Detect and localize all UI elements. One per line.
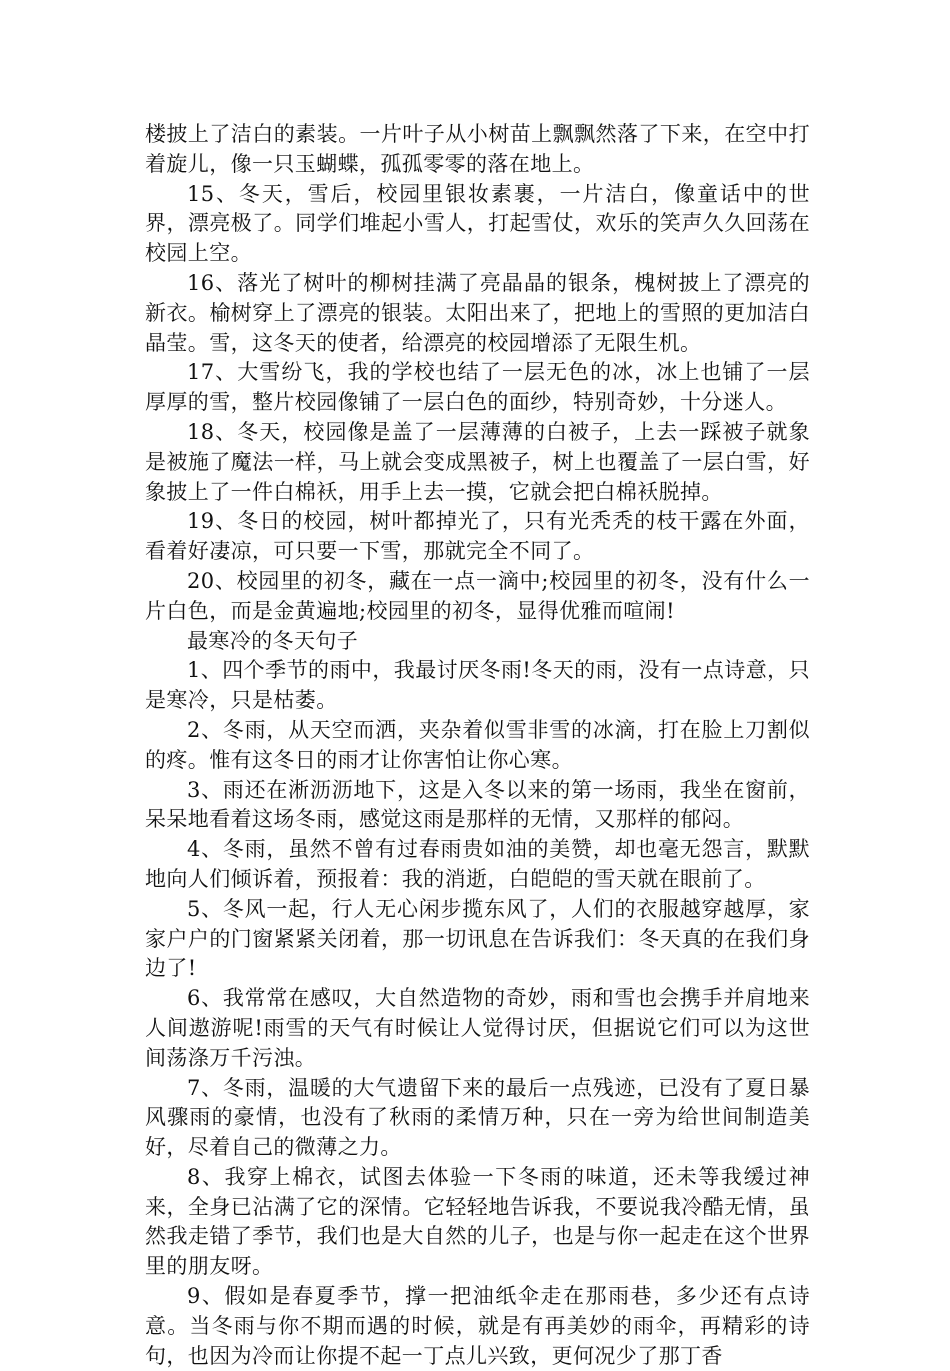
paragraph: 15、冬天，雪后，校园里银妆素裹，一片洁白，像童话中的世界，漂亮极了。同学们堆起小雪人，打起雪仗，欢乐的笑声久久回荡在校园上空。 (145, 181, 810, 266)
paragraph: 1、四个季节的雨中，我最讨厌冬雨!冬天的雨，没有一点诗意，只是寒冷，只是枯萎。 (145, 658, 810, 713)
paragraph: 4、冬雨，虽然不曾有过春雨贵如油的美赞，却也毫无怨言，默默地向人们倾诉着，预报着：我的消逝，白皑皑的雪天就在眼前了。 (145, 837, 810, 891)
paragraph: 楼披上了洁白的素装。一片叶子从小树苗上飘飘然落了下来，在空中打着旋儿，像一只玉蝴蝶，孤孤零零的落在地上。 (145, 122, 810, 176)
paragraph: 2、冬雨，从天空而洒，夹杂着似雪非雪的冰滴，打在脸上刀割似的疼。惟有这冬日的雨才让你害怕让你心寒。 (145, 717, 810, 772)
paragraph: 16、落光了树叶的柳树挂满了亮晶晶的银条，槐树披上了漂亮的新衣。榆树穿上了漂亮的银装。太阳出来了，把地上的雪照的更加洁白晶莹。雪，这冬天的使者，给漂亮的校园增添了无限生机。 (145, 270, 810, 355)
paragraph: 18、冬天，校园像是盖了一层薄薄的白被子，上去一踩被子就象是被施了魔法一样，马上就会变成黑被子，树上也覆盖了一层白雪，好象披上了一件白棉袄，用手上去一摸，它就会把白棉袄脱掉。 (145, 419, 810, 504)
paragraph: 8、我穿上棉衣，试图去体验一下冬雨的味道，还未等我缓过神来，全身已沾满了它的深情。它轻轻地告诉我，不要说我冷酷无情，虽然我走错了季节，我们也是大自然的儿子，也是与你一起走在这个世界里的朋友呀。 (145, 1164, 810, 1279)
section-heading: 最寒冷的冬天句子 (187, 628, 359, 653)
paragraph: 20、校园里的初冬，藏在一点一滴中;校园里的初冬，没有什么一片白色，而是金黄遍地;校园里的初冬，显得优雅而喧闹! (145, 568, 810, 623)
paragraph: 5、冬风一起，行人无心闲步揽东风了，人们的衣服越穿越厚，家家户户的门窗紧紧关闭着，那一切讯息在告诉我们：冬天真的在我们身边了! (145, 896, 810, 981)
paragraph: 3、雨还在淅沥沥地下，这是入冬以来的第一场雨，我坐在窗前，呆呆地看着这场冬雨，感觉这雨是那样的无情，又那样的郁闷。 (145, 777, 810, 832)
paragraph: 17、大雪纷飞，我的学校也结了一层无色的冰，冰上也铺了一层厚厚的雪，整片校园像铺了一层白色的面纱，特别奇妙，十分迷人。 (145, 360, 810, 415)
paragraph: 19、冬日的校园，树叶都掉光了，只有光秃秃的枝干露在外面，看着好凄凉，可只要一下雪，那就完全不同了。 (145, 509, 810, 564)
paragraph: 9、假如是春夏季节，撑一把油纸伞走在那雨巷，多少还有点诗意。当冬雨与你不期而遇的时候，就是有再美妙的雨伞，再精彩的诗句，也因为冷而让你提不起一丁点儿兴致，更何况少了那丁香 (145, 1284, 810, 1368)
paragraph: 6、我常常在感叹，大自然造物的奇妙，雨和雪也会携手并肩地来人间遨游呢!雨雪的天气有时候让人觉得讨厌，但据说它们可以为这世间荡涤万千污浊。 (145, 986, 810, 1070)
paragraph: 7、冬雨，温暖的大气遗留下来的最后一点残迹，已没有了夏日暴风骤雨的豪情，也没有了秋雨的柔情万种，只在一旁为给世间制造美好，尽着自己的微薄之力。 (145, 1075, 810, 1160)
document-body (145, 120, 810, 1371)
